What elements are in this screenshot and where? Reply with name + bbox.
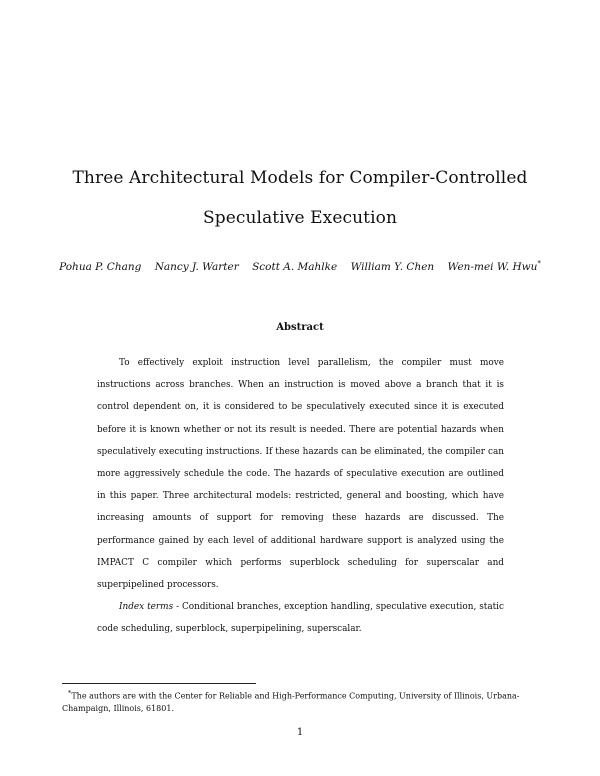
author-name: William Y. Chen — [350, 260, 435, 273]
paper-title-line-1: Three Architectural Models for Compiler-Controlled — [72, 168, 528, 188]
author-name: Scott A. Mahlke — [252, 260, 338, 273]
footnote-rule — [62, 683, 256, 684]
paper-title-line-2: Speculative Execution — [202, 208, 398, 228]
index-terms-paragraph — [97, 596, 504, 640]
footnote-line-1 — [62, 687, 532, 703]
author-name: Nancy J. Warter — [154, 260, 239, 273]
footnote-text: The authors are with the Center for Reliable and High-Performance Computing, University of Illinois, Urbana- — [71, 691, 520, 701]
index-terms-text: Conditional branches, exception handling, speculative execution, static code scheduling, superblock, superpipelining, superscalar. — [97, 602, 504, 635]
abstract-body — [97, 352, 504, 641]
footnote-marker: * — [537, 259, 541, 267]
author-name-last — [448, 261, 541, 273]
footnote-line-2: Champaign, Illinois, 61801. — [62, 703, 174, 713]
author-name: Wen-mei W. Hwu — [447, 260, 538, 273]
index-terms-label: Index terms — [119, 602, 174, 613]
footnote-marker: * — [68, 689, 72, 697]
footnote — [62, 687, 532, 715]
abstract-paragraph: To effectively exploit instruction level parallelism, the compiler must move instructions across branches. When an instruction is moved above a branch that it is control dependent on, it is considered to be speculatively executed since it is executed before it is known whether or not its result is needed. There are potential hazards when speculatively executing instructions. If these hazards can be eliminated, the compiler can more aggressively schedule the code. The hazards of speculative execution are outlined in this paper. Three architectural models: restricted, general and boosting, which have increasing amounts of support for removing these hazards are discussed. The performance gained by each level of additional hardware support is analyzed using the IMPACT C compiler which performs superblock scheduling for superscalar and superpipelined processors. — [97, 358, 504, 591]
page-number: 1 — [296, 727, 304, 738]
author-list — [40, 259, 560, 273]
author-name: Pohua P. Chang — [59, 260, 142, 273]
index-terms-separator: - — [173, 602, 183, 613]
abstract-heading: Abstract — [276, 322, 324, 333]
